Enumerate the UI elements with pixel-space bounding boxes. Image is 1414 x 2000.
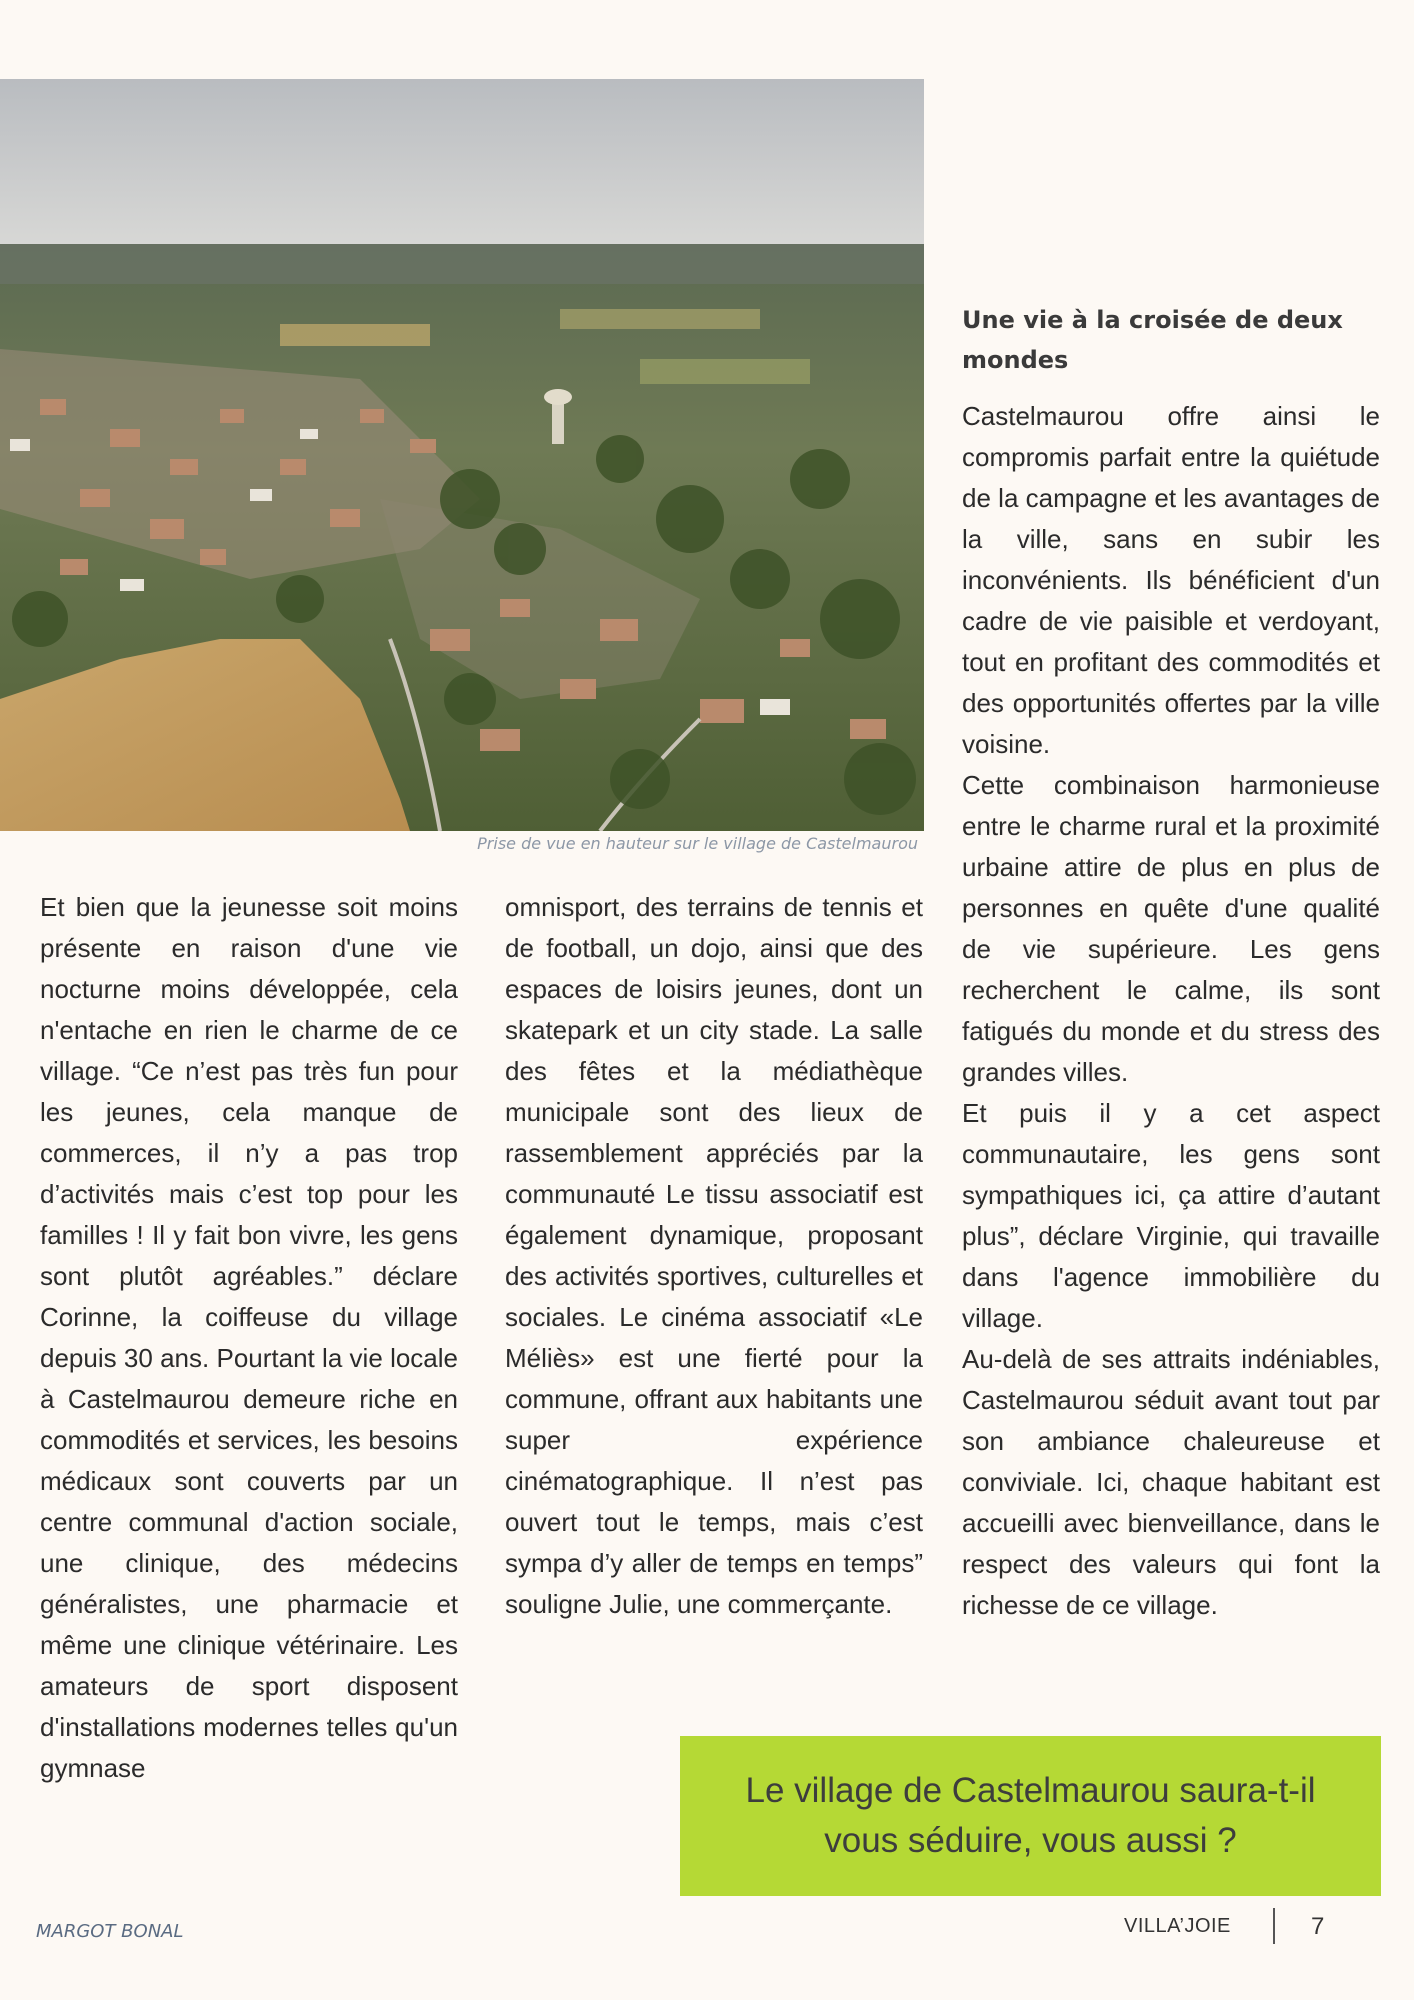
- page-number: 7: [1311, 1913, 1325, 1940]
- author-name: MARGOT BONAL: [36, 1921, 184, 1942]
- footer-divider: [1273, 1908, 1275, 1944]
- column-3-paragraph-1: Castelmaurou offre ainsi le compromis parfait entre la quiétude de la campagne et les avantages de la ville, sans en subir les inconvénients. Ils bénéficient d'un cadre de vie paisible et verdoyant, tout en profitant des commodités et des opportunités offertes par la ville voisine.: [962, 401, 1380, 759]
- article-column-1: [40, 887, 458, 1789]
- column-2-text: omnisport, des terrains de tennis et de football, un dojo, ainsi que des espaces de loisirs jeunes, dont un skatepark et un city stade. La salle des fêtes et la médiathèque municipale sont des lieux de rassemblement appréciés par la communauté Le tissu associatif est également dynamique, proposant des activités sportives, culturelles et sociales. Le cinéma associatif «Le Méliès» est une fierté pour la commune, offrant aux habitants une super expérience cinématographique. Il n’est pas ouvert tout le temps, mais c’est sympa d’y aller de temps en temps” souligne Julie, une commerçante.: [505, 892, 923, 1619]
- column-3-paragraph-3: Et puis il y a cet aspect communautaire, les gens sont sympathiques ici, ça attire d’autant plus”, déclare Virginie, qui travaille dans l'agence immobilière du village.: [962, 1098, 1380, 1333]
- section-heading: Une vie à la croisée de deux mondes: [962, 306, 1343, 374]
- column-3-paragraph-2: Cette combinaison harmonieuse entre le charme rural et la proximité urbaine attire de plus en plus de personnes en quête d'une qualité de vie supérieure. Les gens recherchent le calme, ils sont fatigués du monde et du stress des grandes villes.: [962, 770, 1380, 1087]
- aerial-village-image: [0, 79, 924, 831]
- article-column-3: [962, 396, 1380, 1626]
- column-3-paragraph-4: Au-delà de ses attraits indéniables, Castelmaurou séduit avant tout par son ambiance chaleureuse et conviviale. Ici, chaque habitant est accueilli avec bienveillance, dans le respect des valeurs qui font la richesse de ce village.: [962, 1344, 1380, 1620]
- photo-caption: Prise de vue en hauteur sur le village de Castelmaurou: [477, 834, 918, 853]
- aerial-photo: [0, 79, 924, 831]
- article-column-2: [505, 887, 923, 1625]
- magazine-name: VILLA’JOIE: [1124, 1915, 1231, 1937]
- callout-box: [680, 1736, 1381, 1896]
- callout-text: Le village de Castelmaurou saura-t-il vous séduire, vous aussi ?: [745, 1771, 1316, 1860]
- column-1-text: Et bien que la jeunesse soit moins présente en raison d'une vie nocturne moins développée, cela n'entache en rien le charme de ce village. “Ce n’est pas très fun pour les jeunes, cela manque de commerces, il n’y a pas trop d’activités mais c’est top pour les familles ! Il y fait bon vivre, les gens sont plutôt agréables.” déclare Corinne, la coiffeuse du village depuis 30 ans. Pourtant la vie locale à Castelmaurou demeure riche en commodités et services, les besoins médicaux sont couverts par un centre communal d'action sociale, une clinique, des médecins généralistes, une pharmacie et même une clinique vétérinaire. Les amateurs de sport disposent d'installations modernes telles qu'un gymnase: [40, 892, 458, 1783]
